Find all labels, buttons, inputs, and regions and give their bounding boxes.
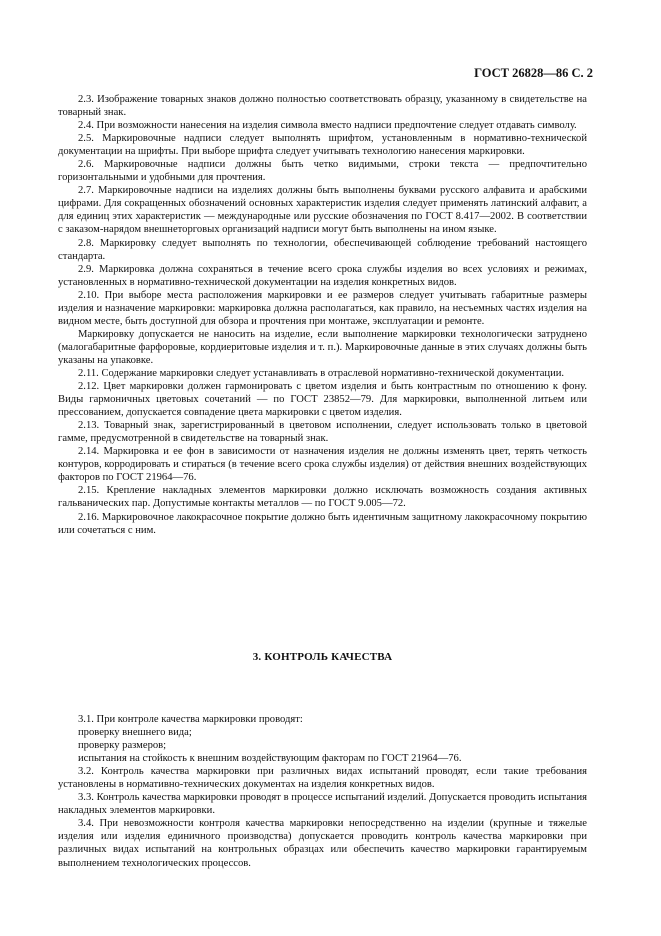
paragraph-3-2: 3.2. Контроль качества маркировки при различных видах испытаний проводят, если такие требования установлены в нормативно-технических документах на изделия конкретных видов. [58,766,587,791]
paragraph-3-4: 3.4. При невозможности контроля качества маркировки непосредственно на изделии (крупные и тяжелые изделия или изделия единичного производства) допускается проводить контроль качества маркировки при различных видах испытаний на контрольных образцах или обеспечить качество маркировки гарантируемым выполнением технологических процессов. [58,818,587,869]
paragraph-3-3: 3.3. Контроль качества маркировки проводят в процессе испытаний изделий. Допускается проводить испытания накладных элементов маркировки. [58,792,587,817]
list-item-visual-check: проверку внешнего вида; [78,727,192,739]
paragraph-2-10: 2.10. При выборе места расположения маркировки и ее размеров следует учитывать габаритные размеры изделия и назначение маркировки: маркировка должна располагаться, как правило, на несъемных частях изделия на видном месте, быть доступной для обзора и прочтения при монтаже, эксплуатации и ремонте. [58,289,587,327]
paragraph-2-15: 2.15. Крепление накладных элементов маркировки должно исключать возможность создания активных гальванических пар. Допустимые контакты металлов — по ГОСТ 9.005—72. [58,485,587,510]
paragraph-2-5: 2.5. Маркировочные надписи следует выполнять шрифтом, установленным в нормативно-технической документации на шрифты. При выборе шрифта следует учитывать технологию нанесения маркировки. [58,133,587,158]
paragraph-2-13: 2.13. Товарный знак, зарегистрированный в цветовом исполнении, следует использовать только в цветовой гамме, предусмотренной в свидетельстве на товарный знак. [58,420,587,445]
page-header-standard: ГОСТ 26828—86 С. 2 [474,66,593,80]
paragraph-2-11: 2.11. Содержание маркировки следует устанавливать в отраслевой нормативно-технической документации. [78,367,565,379]
paragraph-3-1: 3.1. При контроле качества маркировки проводят: [78,714,303,725]
paragraph-2-14: 2.14. Маркировка и ее фон в зависимости от назначения изделия не должны изменять цвет, терять четкость контуров, корродировать и стираться (в течение всего срока службы изделия) от действия внешних воздействующих факторов по ГОСТ 21964—76. [58,446,587,484]
paragraph-2-9: 2.9. Маркировка должна сохраняться в течение всего срока службы изделия во всех условиях и режимах, установленных в нормативно-технической документации на изделия конкретных видов. [58,263,587,288]
paragraph-2-8: 2.8. Маркировку следует выполнять по технологии, обеспечивающей соблюдение требований настоящего стандарта. [58,237,587,262]
paragraph-2-3: 2.3. Изображение товарных знаков должно полностью соответствовать образцу, указанному в свидетельстве на товарный знак. [58,94,587,119]
section-2-body [58,93,587,537]
paragraph-2-12: 2.12. Цвет маркировки должен гармонировать с цветом изделия и быть контрастным по отношению к фону. Виды гармоничных цветовых сочетаний — по ГОСТ 23852—79. Для маркировки, выполненной литьем или прессованием, допускается совпадение цвета маркировки с цветом изделия. [58,381,587,419]
list-item-resistance-test: испытания на стойкость к внешним воздействующим факторам по ГОСТ 21964—76. [78,753,462,765]
section-3-body [58,713,587,870]
list-item-size-check: проверку размеров; [78,740,167,752]
paragraph-2-10-note: Маркировку допускается не наносить на изделие, если выполнение маркировки технологически затруднено (малогабаритные фарфоровые, кордиеритовые изделия и т. п.). Маркировочные данные в этих случаях должны быть указаны на упаковке. [58,328,587,366]
paragraph-2-7: 2.7. Маркировочные надписи на изделиях должны быть выполнены буквами русского алфавита и арабскими цифрами. Для сокращенных обозначений основных характеристик изделия следует применять латинский алфавит, а для единиц этих характеристик — международные или русские обозначения по ГОСТ 8.417—2002. В соответствии с заказом-нарядом внешнеторговых организаций надписи могут быть выполнены на ином языке. [58,185,587,236]
paragraph-2-6: 2.6. Маркировочные надписи должны быть четко видимыми, строки текста — предпочтительно горизонтальными и удобными для прочтения. [58,159,587,184]
paragraph-2-4: 2.4. При возможности нанесения на изделия символа вместо надписи предпочтение следует отдавать символу. [78,120,577,132]
paragraph-2-16: 2.16. Маркировочное лакокрасочное покрытие должно быть идентичным защитному лакокрасочному покрытию или сочетаться с ним. [58,511,587,536]
section-3-title: 3. КОНТРОЛЬ КАЧЕСТВА [252,651,393,663]
